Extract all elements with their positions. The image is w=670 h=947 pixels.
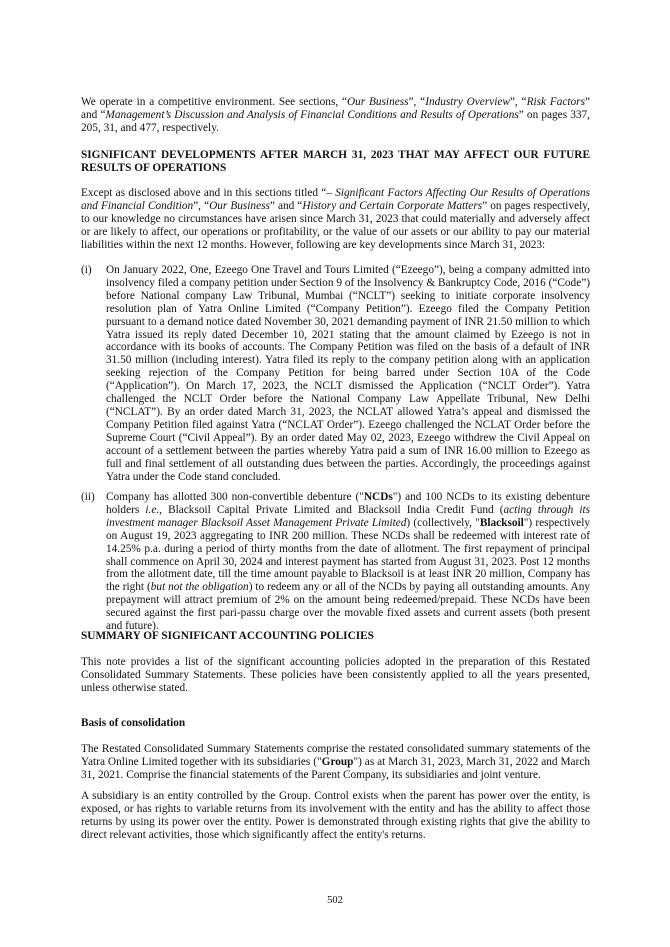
text-run: This note provides a list of the significant accounting policies adopted in the preparation of this Restated Consolidated Summary Statements. These policies have been consistently applied to all the years presented, unless otherwise stated. <box>81 656 590 694</box>
text-run: ” and “ <box>269 199 303 212</box>
bold-text: NCDs <box>363 491 393 503</box>
text-run: Except as disclosed above and in this sections titled “ <box>81 187 327 199</box>
italic-text: – Significant Factors Affecting Our Results of Operations and Financial Condition <box>81 187 591 212</box>
list-item-label: (ii) <box>81 491 95 503</box>
italic-text: Our Business <box>209 199 270 212</box>
heading-significant-developments: SIGNIFICANT DEVELOPMENTS AFTER MARCH 31, 2023 THAT MAY AFFECT OUR FUTURE RESULTS OF OPERATIONS <box>81 149 590 174</box>
page-number: 502 <box>327 895 343 906</box>
text-run: ” on pages respectively, to our knowledge no circumstances have arisen since March 31, 2023 that could materially and adversely affect or are likely to affect, our operations or profitability, or the value of our assets or our ability to pay our material liabilities within the next 12 months. However, following are key developments since March 31, 2023: <box>81 199 590 251</box>
policies-note-paragraph <box>81 656 590 695</box>
list-item-text <box>106 491 590 633</box>
text-run: ") and 100 NCDs to its existing debenture holders <box>106 491 590 516</box>
list-item <box>81 491 590 633</box>
bold-text: Group <box>321 755 354 768</box>
except-paragraph <box>81 187 590 252</box>
bold-text: Blacksoil <box>479 516 524 529</box>
text-run: ” and “ <box>81 96 590 121</box>
italic-text: Risk Factors <box>526 96 585 108</box>
text-run: ” on pages 337, 205, 31, and 477, respectively. <box>81 108 591 134</box>
italic-text: History and Certain Corporate Matters <box>302 199 483 212</box>
text-run: The Restated Consolidated Summary Statements comprise the restated consolidated summary statements of the Yatra Online Limited together with its subsidiaries (" <box>81 743 590 768</box>
text-run: On January 2022, One, Ezeego One Travel and Tours Limited (“Ezeego”), being a company admitted into insolvency filed a company petition under Section 9 of the Insolvency & Bankruptcy Code, 2016 (“Code”) before National company Law Tribunal, Mumbai (“NCLT”) seeking to initiate corporate insolvency resolution plan of Yatra Online Limited (“Company Petition”). Ezeego filed the Company Petition pursuant to a demand notice dated November 30, 2021 demanding payment of INR 21.50 million to which Yatra issued its reply dated December 10, 2021 stating that the amount claimed by Ezeego is not in accordance with its books of accounts. The Company Petition was filed on the basis of a default of INR 31.50 million (including interest). Yatra filed its reply to the company petition along with an application seeking rejection of the Company Petition for being barred under Section 10A of the Code (“Application”). On March 17, 2023, the NCLT dismissed the Application (“NCLT Order”). Yatra challenged the NCLT Order before the National Company Law Appellate Tribunal, New Delhi (“NCLAT”). By an order dated March 31, 2023, the NCLAT allowed Yatra’s appeal and dismissed the Company Petition filed against Yatra (“NCLAT Order”). Ezeego challenged the NCLAT Order before the Supreme Court (“Civil Appeal”). By an order dated May 02, 2023, Ezeego withdrew the Civil Appeal on account of a settlement between the parties whereby Yatra paid a sum of INR 16.00 million to Ezeego as full and final settlement of all outstanding dues between the parties. Accordingly, the proceedings against Yatra under the Code stand concluded. <box>106 264 590 483</box>
text-run: A subsidiary is an entity controlled by the Group. Control exists when the parent has power over the entity, is exposed, or has rights to variable returns from its involvement with the entity and has the ability to affect those returns by using its power over the entity. Power is demonstrated through existing rights that give the ability to direct relevant activities, those which significantly affect the entity's returns. <box>81 790 590 841</box>
text-run: ") as at March 31, 2023, March 31, 2022 and March 31, 2021. Comprise the financial statements of the Parent Company, its subsidiaries and joint venture. <box>81 755 590 781</box>
italic-text: Industry Overview <box>425 96 510 108</box>
text-run: ”, “ <box>509 96 527 108</box>
list-item-text <box>106 264 590 483</box>
heading-basis-of-consolidation: Basis of consolidation <box>81 717 186 729</box>
basis-paragraph <box>81 743 590 782</box>
list-item <box>81 264 590 483</box>
text-run: ”, “ <box>193 199 210 212</box>
subsidiary-paragraph <box>81 790 590 842</box>
text-run: ) to redeem any or all of the NCDs by paying all outstanding amounts. Any prepayment will attract premium of 2% on the amount being redeemed/prepaid. These NCDs have been secured against the first pari-passu charge over the movable fixed assets and current assets (both present and future). <box>106 581 590 633</box>
text-run: We operate in a competitive environment. See sections, “ <box>81 96 347 108</box>
text-run: ) (collectively, " <box>406 516 480 529</box>
italic-text: but not the obligation <box>150 581 249 594</box>
competition-paragraph <box>81 96 590 135</box>
italic-text: i.e. <box>145 503 160 516</box>
italic-text: Management’s Discussion and Analysis of Financial Conditions and Results of Operations <box>105 108 519 121</box>
text-run: , Blacksoil Capital Private Limited and Blacksoil India Credit Fund ( <box>159 503 504 516</box>
list-item-label: (i) <box>81 264 92 276</box>
italic-text: acting through its investment manager Blacksoil Asset Management Private Limited <box>106 503 590 529</box>
text-run: Company has allotted 300 non-convertible debenture (" <box>106 491 364 503</box>
text-run: ") respectively on August 19, 2023 aggregating to INR 200 million. These NCDs shall be redeemed with interest rate of 14.25% p.a. during a period of thirty months from the date of allotment. The first repayment of principal shall commence on April 30, 2024 and interest payment has started from August 31, 2023. Post 12 months from the allotment date, till the time amount payable to Blacksoil is at least INR 20 million, Company has the right ( <box>106 516 590 594</box>
text-run: ”, “ <box>408 96 426 108</box>
heading-accounting-policies: SUMMARY OF SIGNIFICANT ACCOUNTING POLICIES <box>81 630 374 642</box>
italic-text: Our Business <box>346 96 409 108</box>
